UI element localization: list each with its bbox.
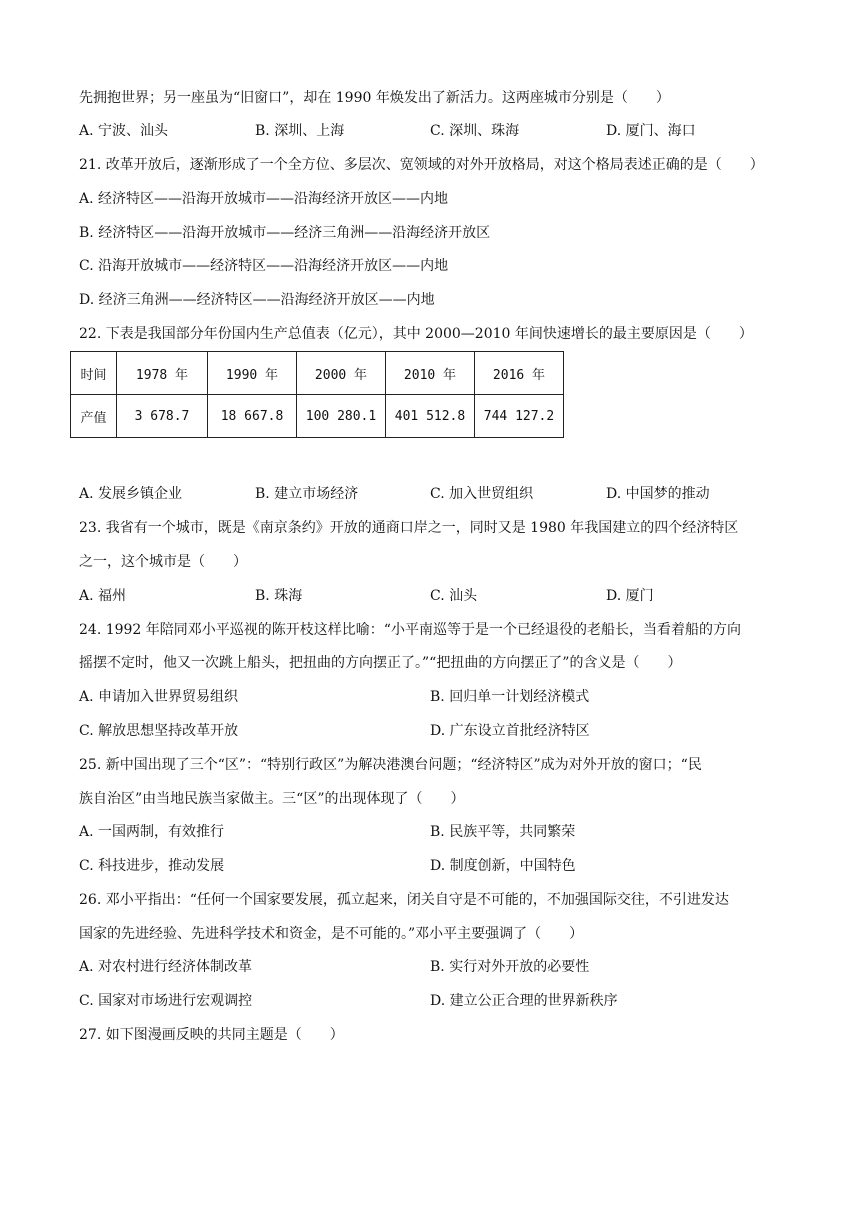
table-row — [71, 395, 564, 438]
q24-option-d[interactable]: D. 广东设立首批经济特区 — [430, 723, 590, 739]
q26-option-b[interactable]: B. 实行对外开放的必要性 — [430, 959, 590, 975]
row-header-time: 时间 — [71, 352, 117, 395]
q22-stem: 22. 下表是我国部分年份国内生产总值表（亿元），其中 2000—2010 年间快速增长的最主要原因是（ ） — [79, 326, 753, 342]
q23-stem-line1: 23. 我省有一个城市，既是《南京条约》开放的通商口岸之一，同时又是 1980 年我国建立的四个经济特区 — [79, 520, 739, 536]
q21-stem: 21. 改革开放后，逐渐形成了一个全方位、多层次、宽领域的对外开放格局，对这个格局表述正确的是（ ） — [79, 157, 764, 173]
q23-option-b[interactable]: B. 珠海 — [255, 588, 303, 604]
q27-stem: 27. 如下图漫画反映的共同主题是（ ） — [79, 1027, 344, 1043]
value-cell: 100 280.1 — [297, 395, 386, 438]
q25-option-b[interactable]: B. 民族平等，共同繁荣 — [430, 824, 576, 840]
q22-option-a[interactable]: A. 发展乡镇企业 — [79, 486, 183, 502]
q20-option-d[interactable]: D. 厦门、海口 — [606, 123, 696, 139]
q26-option-d[interactable]: D. 建立公正合理的世界新秩序 — [430, 993, 618, 1009]
gdp-table — [70, 351, 564, 438]
value-cell: 3 678.7 — [117, 395, 208, 438]
q20-option-b[interactable]: B. 深圳、上海 — [255, 123, 345, 139]
q24-option-a[interactable]: A. 申请加入世界贸易组织 — [79, 689, 239, 705]
value-cell: 744 127.2 — [475, 395, 564, 438]
row-header-value: 产值 — [71, 395, 117, 438]
q26-stem-line2: 国家的先进经验、先进科学技术和资金，是不可能的。”邓小平主要强调了（ ） — [79, 926, 584, 942]
q23-option-c[interactable]: C. 汕头 — [430, 588, 478, 604]
q21-option-c[interactable]: C. 沿海开放城市——经济特区——沿海经济开放区——内地 — [79, 258, 449, 274]
table-row — [71, 352, 564, 395]
q21-option-a[interactable]: A. 经济特区——沿海开放城市——沿海经济开放区——内地 — [79, 191, 449, 207]
q20-option-c[interactable]: C. 深圳、珠海 — [430, 123, 520, 139]
q20-stem-tail: 先拥抱世界；另一座虽为“旧窗口”，却在 1990 年焕发出了新活力。这两座城市分别是（ ） — [79, 90, 670, 106]
q23-stem-line2: 之一，这个城市是（ ） — [79, 554, 247, 570]
value-cell: 401 512.8 — [386, 395, 475, 438]
year-cell: 2016 年 — [475, 352, 564, 395]
year-cell: 2010 年 — [386, 352, 475, 395]
q24-stem-line2: 摇摆不定时，他又一次跳上船头，把扭曲的方向摆正了。”“把扭曲的方向摆正了”的含义是（ ） — [79, 655, 682, 671]
q24-option-b[interactable]: B. 回归单一计划经济模式 — [430, 689, 590, 705]
q24-stem-line1: 24. 1992 年陪同邓小平巡视的陈开枝这样比喻：“小平南巡等于是一个已经退役的老船长，当看着船的方向 — [79, 622, 741, 638]
q22-option-d[interactable]: D. 中国梦的推动 — [606, 486, 710, 502]
q25-option-c[interactable]: C. 科技进步，推动发展 — [79, 858, 225, 874]
q26-stem-line1: 26. 邓小平指出：“任何一个国家要发展，孤立起来，闭关自守是不可能的，不加强国际交往，不引进发达 — [79, 892, 729, 908]
q23-option-a[interactable]: A. 福州 — [79, 588, 127, 604]
year-cell: 1990 年 — [208, 352, 297, 395]
q22-option-b[interactable]: B. 建立市场经济 — [255, 486, 359, 502]
q26-option-c[interactable]: C. 国家对市场进行宏观调控 — [79, 993, 253, 1009]
q25-option-d[interactable]: D. 制度创新，中国特色 — [430, 858, 576, 874]
q25-stem-line1: 25. 新中国出现了三个“区”：“特别行政区”为解决港澳台问题；“经济特区”成为对外开放的窗口；“民 — [79, 757, 702, 773]
year-cell: 1978 年 — [117, 352, 208, 395]
q22-option-c[interactable]: C. 加入世贸组织 — [430, 486, 534, 502]
q25-stem-line2: 族自治区”由当地民族当家做主。三“区”的出现体现了（ ） — [79, 791, 465, 807]
q26-option-a[interactable]: A. 对农村进行经济体制改革 — [79, 959, 253, 975]
q24-option-c[interactable]: C. 解放思想坚持改革开放 — [79, 723, 239, 739]
q25-option-a[interactable]: A. 一国两制，有效推行 — [79, 824, 225, 840]
q23-option-d[interactable]: D. 厦门 — [606, 588, 654, 604]
q20-option-a[interactable]: A. 宁波、汕头 — [79, 123, 169, 139]
year-cell: 2000 年 — [297, 352, 386, 395]
q21-option-b[interactable]: B. 经济特区——沿海开放城市——经济三角洲——沿海经济开放区 — [79, 225, 491, 241]
q21-option-d[interactable]: D. 经济三角洲——经济特区——沿海经济开放区——内地 — [79, 292, 435, 308]
value-cell: 18 667.8 — [208, 395, 297, 438]
